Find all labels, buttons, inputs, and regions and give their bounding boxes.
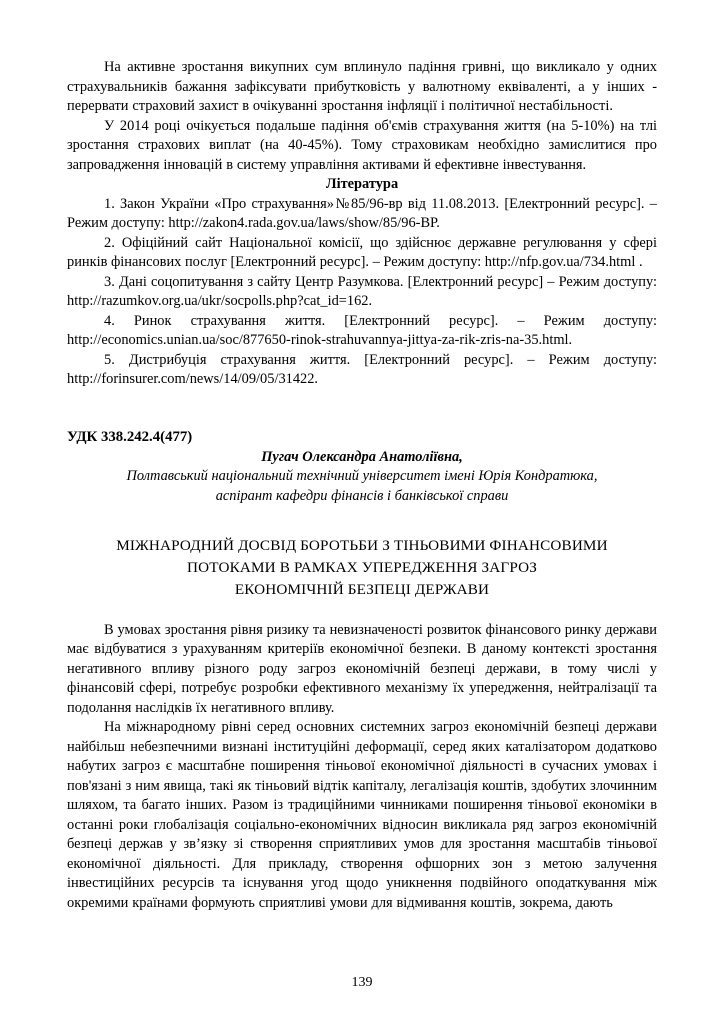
- reference-item-2: 2. Офіційний сайт Національної комісії, що здійснює державне регулювання у сфері ринків фінансових послуг [Електронний ресурс]. – Режим доступу: http://nfp.gov.ua/734.html .: [67, 234, 657, 271]
- author-affiliation-institution: Полтавський національний технічний університет імені Юрія Кондратюка,: [126, 468, 598, 485]
- section-spacer-3: [67, 601, 657, 621]
- page-content: [67, 58, 657, 913]
- new-article-paragraph-2: На міжнародному рівні серед основних системних загроз економічній безпеці держави найбільш небезпечними визнані інституційні деформації, серед яких каталізатором додатково набутих загроз є масштабне поширення тіньової економічної діяльності в сучасних умовах і пов'язані з ним явища, такі як тіньовий відтік капіталу, легалізація коштів, здобутих злочинним шляхом, та багато інших. Разом із традиційними чинниками поширення тіньової економіки в останні роки глобалізація соціально-економічних відносин викликала ряд загроз економічній безпеці держав у зв’язку зі створення сприятливих умов для зростання масштабів тіньової економічної діяльності. Для прикладу, створення офшорних зон з метою залучення інвестиційних ресурсів та існування угод щодо уникнення подвійного оподаткування між окремими країнами формують сприятливі умови для відмивання коштів, зокрема, дають: [67, 719, 657, 911]
- page-number: 139: [351, 975, 373, 990]
- article-title-line-2: ПОТОКАМИ В РАМКАХ УПЕРЕДЖЕННЯ ЗАГРОЗ: [187, 559, 537, 577]
- references-heading: Література: [325, 176, 399, 193]
- reference-item-1: 1. Закон України «Про страхування»№85/96-вр від 11.08.2013. [Електронний ресурс]. – Режим доступу: http://zakon4.rada.gov.ua/laws/show/85/96-ВР.: [67, 195, 657, 232]
- article-title-line-3: ЕКОНОМІЧНІЙ БЕЗПЕЦІ ДЕРЖАВИ: [234, 580, 490, 598]
- author-name: Пугач Олександра Анатоліївна,: [261, 448, 463, 465]
- section-spacer-2: [67, 506, 657, 535]
- reference-item-4: 4. Ринок страхування життя. [Електронний ресурс]. – Режим доступу: http://economics.unian.ua/soc/877650-rinok-strahuvannya-jittya-za-rik-zris-na-35.html.: [67, 312, 657, 349]
- reference-item-5: 5. Дистрибуція страхування життя. [Електронний ресурс]. – Режим доступу: http://forinsurer.com/news/14/09/05/31422.: [67, 351, 657, 388]
- author-affiliation-position: аспірант кафедри фінансів і банківської справи: [215, 487, 509, 504]
- udk-code: УДК 338.242.4(477): [67, 428, 193, 445]
- new-article-paragraph-1: В умовах зростання рівня ризику та невизначеності розвиток фінансового ринку держави має відбуватися з урахуванням критеріїв економічної безпеки. В даному контексті зростання негативного впливу різного роду загроз економічній безпеці держави, в тому числі у фінансовій сфері, потребує розробки ефективного механізму їх упередження, нейтралізації та подолання наслідків їх негативного впливу.: [67, 621, 657, 716]
- prev-article-paragraph-2: У 2014 році очікується подальше падіння об'ємів страхування життя (на 5-10%) на тлі зростання страхових виплат (на 40-45%). Тому страховикам необхідно замислитися про запровадження інновацій в систему управління активами й ефективне інвестування.: [67, 117, 657, 173]
- prev-article-paragraph-1: На активне зростання викупних сум вплинуло падіння гривні, що викликало у одних страхувальників бажання зафіксувати прибутковість у валютному еквіваленті, а у інших - перервати страховий захист в очікуванні зростання інфляції і політичної нестабільності.: [67, 59, 657, 115]
- section-spacer-1: [67, 390, 657, 428]
- article-title-line-1: МІЖНАРОДНИЙ ДОСВІД БОРОТЬБИ З ТІНЬОВИМИ ФІНАНСОВИМИ: [116, 537, 608, 555]
- reference-item-3: 3. Дані соцопитування з сайту Центр Разумкова. [Електронний ресурс] – Режим доступу: http://razumkov.org.ua/ukr/socpolls.php?cat_id=162.: [67, 273, 657, 310]
